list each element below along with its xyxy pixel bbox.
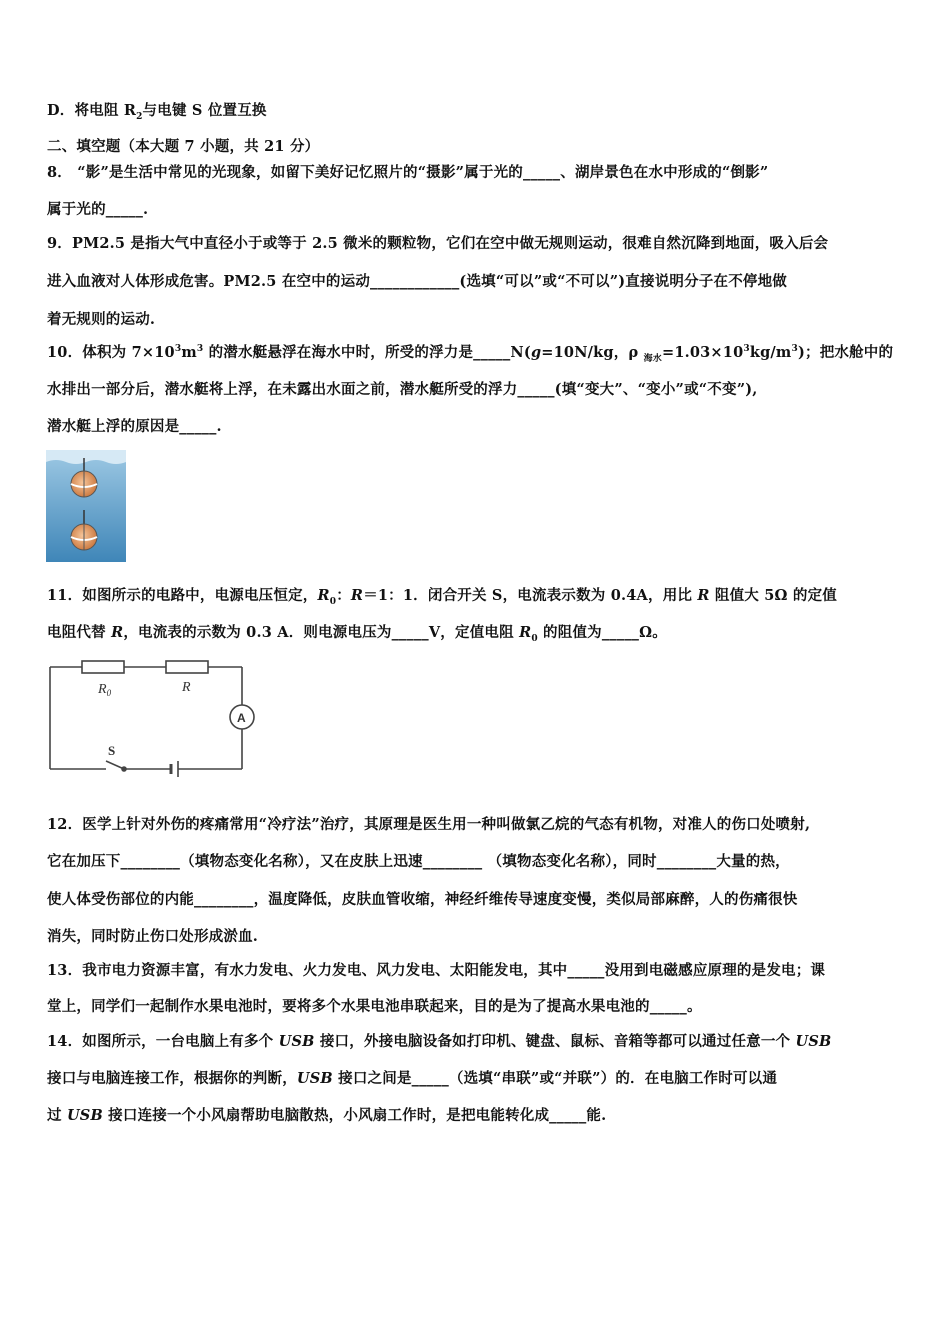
q14-line-3: 过 USB 接口连接一个小风扇帮助电脑散热，小风扇工作时，是把电能转化成_____能. bbox=[47, 1107, 607, 1124]
q11-line-1: 11．如图所示的电路中，电源电压恒定，$R_0$：R＝1：1．闭合开关 S，电流表示数为 0.4A，用比 R 阻值大 5Ω 的定值 bbox=[47, 587, 837, 607]
q14-line-1: 14．如图所示，一台电脑上有多个 USB 接口，外接电脑设备如打印机、键盘、鼠标、音箱等都可以通过任意一个 USB bbox=[47, 1033, 832, 1050]
q12-line-4: 消失，同时防止伤口处形成淤血. bbox=[47, 928, 259, 945]
q10-line-1: 10．体积为 $7\times 10^3m^3$ 的潜水艇悬浮在海水中时，所受的浮力是_____N(g=10N/kg，ρ $_{海水}=1.03\times 10^3kg/m^3$)；把水舱中的 bbox=[47, 344, 894, 364]
q13-line-1: 13．我市电力资源丰富，有水力发电、火力发电、风力发电、太阳能发电，其中_____没用到电磁感应原理的是发电；课 bbox=[47, 962, 826, 979]
q8-line-1: 8． “影”是生活中常见的光现象，如留下美好记忆照片的“摄影”属于光的_____、湖岸景色在水中形成的“倒影” bbox=[47, 164, 769, 181]
q9-line-2: 进入血液对人体形成危害。PM2.5 在空中的运动____________(选填“可以”或“不可以”)直接说明分子在不停地做 bbox=[47, 273, 788, 290]
circuit-figure bbox=[44, 655, 266, 785]
q8-line-2: 属于光的_____. bbox=[47, 201, 149, 218]
q11-line-2: 电阻代替 R，电流表的示数为 0.3 A．则电源电压为_____V，定值电阻 $R_0$ 的阻值为_____Ω。 bbox=[47, 624, 667, 644]
resistor-r0 bbox=[82, 661, 124, 673]
q10-line-2: 水排出一部分后，潜水艇将上浮，在未露出水面之前，潜水艇所受的浮力_____(填“变大”、“变小”或“不变”), bbox=[47, 381, 758, 398]
q10-line-3: 潜水艇上浮的原因是_____. bbox=[47, 418, 222, 435]
option-d: D．将电阻 $R_2$与电键 S 位置互换 bbox=[47, 102, 267, 122]
svg-text:A: A bbox=[237, 711, 246, 725]
q14-line-2: 接口与电脑连接工作，根据你的判断，USB 接口之间是_____（选填“串联”或“并联”）的．在电脑工作时可以通 bbox=[47, 1070, 778, 1087]
q9-line-3: 着无规则的运动. bbox=[47, 311, 156, 328]
q12-line-2: 它在加压下________（填物态变化名称），又在皮肤上迅速________ （填物态变化名称），同时________大量的热， bbox=[47, 853, 790, 870]
section-title: 二、填空题（本大题 7 小题，共 21 分） bbox=[47, 138, 320, 155]
svg-text:R: R bbox=[182, 680, 191, 695]
q12-line-1: 12．医学上针对外伤的疼痛常用“冷疗法”治疗，其原理是医生用一种叫做氯乙烷的气态有机物，对准人的伤口处喷射, bbox=[47, 816, 811, 833]
q12-line-3: 使人体受伤部位的内能________，温度降低，皮肤血管收缩，神经纤维传导速度变慢，类似局部麻醉，人的伤痛很快 bbox=[47, 891, 798, 908]
q13-line-2: 堂上，同学们一起制作水果电池时，要将多个水果电池串联起来，目的是为了提高水果电池的_____。 bbox=[47, 998, 702, 1015]
q9-line-1: 9．PM2.5 是指大气中直径小于或等于 2.5 微米的颗粒物，它们在空中做无规则运动，很难自然沉降到地面，吸入后会 bbox=[47, 235, 829, 252]
submarine-figure bbox=[46, 450, 126, 562]
svg-text:R0: $R_0$ bbox=[98, 682, 112, 698]
resistor-r bbox=[166, 661, 208, 673]
svg-text:S: S bbox=[108, 743, 116, 758]
